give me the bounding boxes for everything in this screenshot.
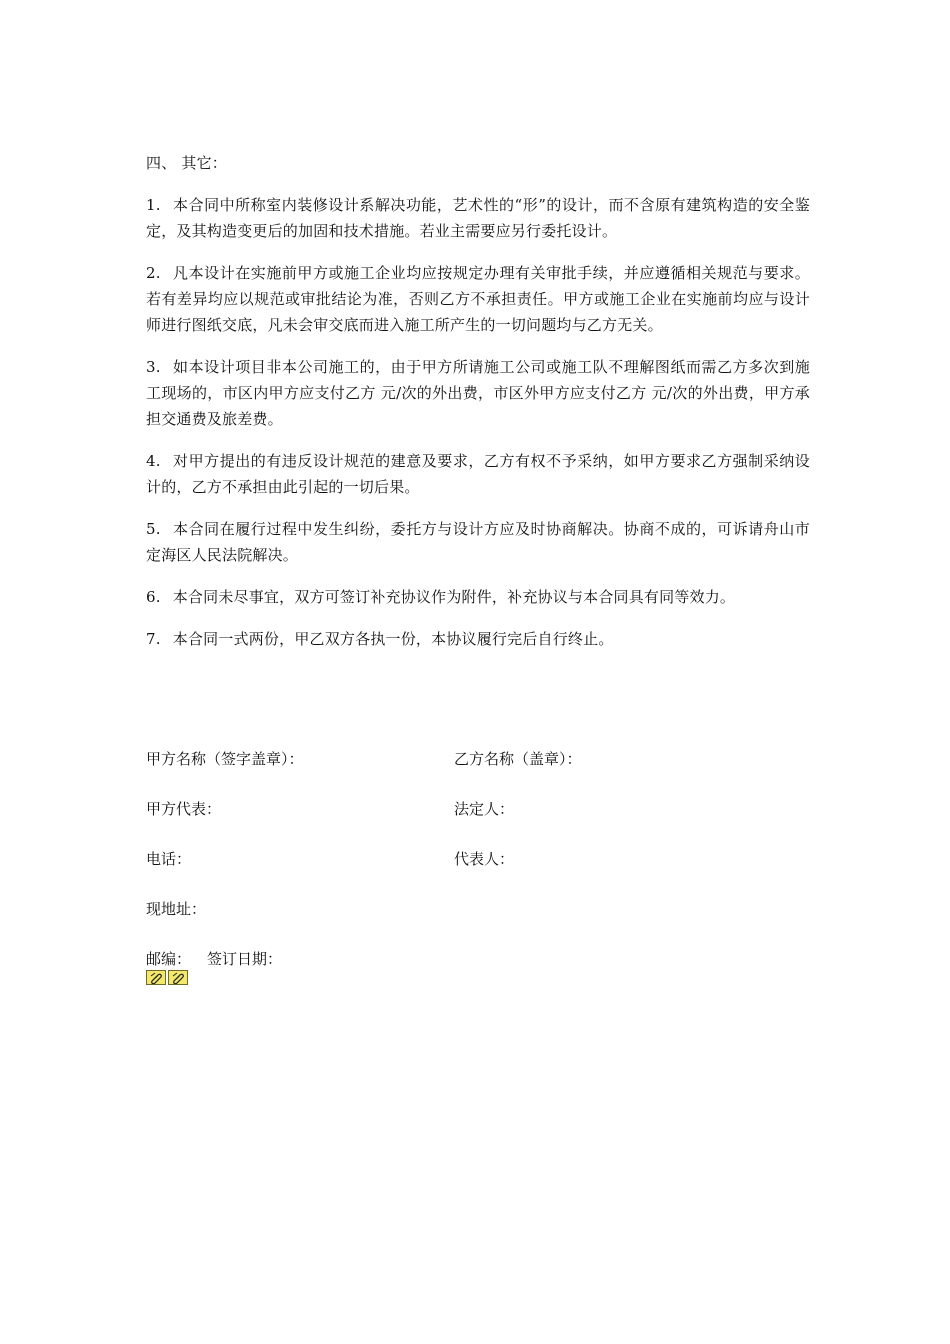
clause-4 <box>146 448 810 500</box>
clause-number: 3. <box>146 358 161 376</box>
clause-7 <box>146 626 810 652</box>
clause-6 <box>146 584 810 610</box>
contract-body <box>146 150 810 668</box>
address-label: 现地址： <box>146 900 207 918</box>
clause-5 <box>146 516 810 568</box>
clause-number: 2. <box>146 264 161 282</box>
party-b-name-label: 乙方名称（盖章）： <box>454 750 582 768</box>
clause-text: 如本设计项目非本公司施工的，由于甲方所请施工公司或施工队不理解图纸而需乙方多次到施工现场的，市区内甲方应支付乙方 元/次的外出费，市区外甲方应支付乙方 元/次的外出费，甲方承担交通费及旅差费。 <box>146 358 810 428</box>
signature-row-reps <box>146 796 810 846</box>
clause-1 <box>146 192 810 244</box>
clause-text: 对甲方提出的有违反设计规范的建意及要求，乙方有权不予采纳，如甲方要求乙方强制采纳设计的，乙方不承担由此引起的一切后果。 <box>146 452 810 496</box>
clause-text: 本合同在履行过程中发生纠纷，委托方与设计方应及时协商解决。协商不成的，可诉请舟山市定海区人民法院解决。 <box>146 520 810 564</box>
section-heading: 四、 其它： <box>146 154 227 172</box>
attachment-icon-strip <box>146 970 810 985</box>
paperclip-icon[interactable] <box>168 970 188 985</box>
clause-2 <box>146 260 810 338</box>
signature-row-date <box>146 946 810 970</box>
party-a-rep-label: 甲方代表： <box>146 800 222 818</box>
paperclip-icon[interactable] <box>146 970 166 985</box>
clause-text: 本合同一式两份，甲乙双方各执一份，本协议履行完后自行终止。 <box>172 630 614 648</box>
clause-number: 7. <box>146 630 161 648</box>
legal-person-label: 法定人： <box>454 800 515 818</box>
signature-row-contact <box>146 846 810 896</box>
clause-number: 1. <box>146 196 161 214</box>
phone-label: 电话： <box>146 850 192 868</box>
clause-3 <box>146 354 810 432</box>
clause-number: 6. <box>146 588 161 606</box>
clause-text: 凡本设计在实施前甲方或施工企业均应按规定办理有关审批手续，并应遵循相关规范与要求。若有差异均应以规范或审批结论为准，否则乙方不承担责任。甲方或施工企业在实施前均应与设计师进行图纸交底，凡未会审交底而进入施工所产生的一切问题均与乙方无关。 <box>146 264 810 334</box>
signature-block <box>146 746 810 985</box>
clause-number: 4. <box>146 452 161 470</box>
clause-number: 5. <box>146 520 161 538</box>
representative-label: 代表人： <box>454 850 515 868</box>
party-a-name-label: 甲方名称（签字盖章）： <box>146 750 304 768</box>
sign-date-label: 签订日期： <box>207 950 283 968</box>
signature-row-address <box>146 896 810 946</box>
clause-text: 本合同中所称室内装修设计系解决功能，艺术性的“形”的设计，而不含原有建筑构造的安全鉴定，及其构造变更后的加固和技术措施。若业主需要应另行委托设计。 <box>146 196 810 240</box>
postcode-label: 邮编： <box>146 950 192 968</box>
clause-text: 本合同未尽事宜，双方可签订补充协议作为附件，补充协议与本合同具有同等效力。 <box>172 588 736 606</box>
signature-row-names <box>146 746 810 796</box>
